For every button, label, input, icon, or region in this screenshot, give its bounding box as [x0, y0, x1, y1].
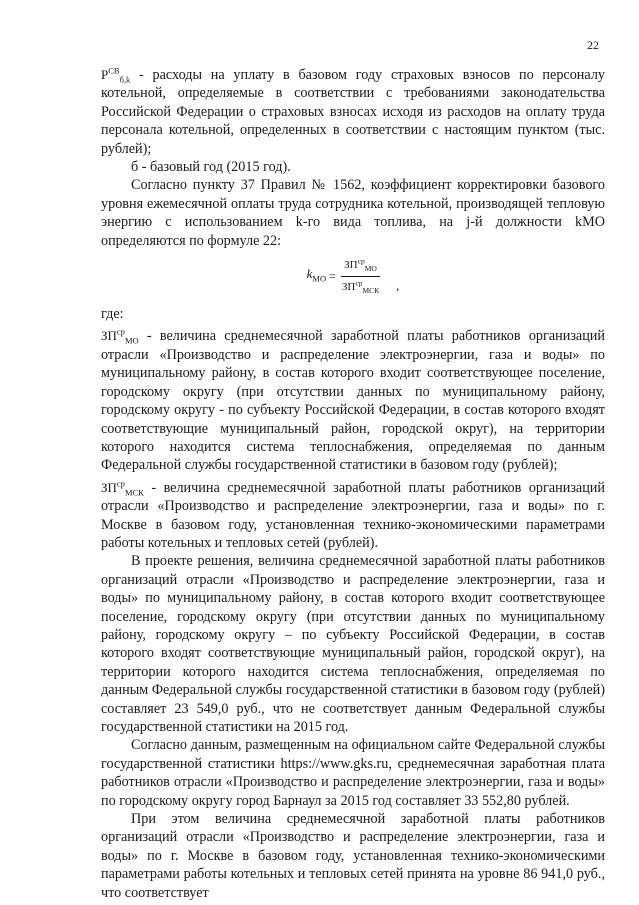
symbol-p-sv: $P^{СВ}_{б,k}$: [101, 65, 131, 85]
definition-zp-mo: $ЗП^{ср}_{МО}$ - величина среднемесячной заработной платы работников организаций отрасли «Производство и распределение электроэнергии, газа и воды» по муниципальному району, в состав которого входит соответствующее поселение, городскому округу (при отсутствии данных по муниципальному району, городскому округу - по субъекту Российской Федерации, в состав которого входят соответствующие муниципальный район, городской округ), на территории которого находится система теплоснабжения, определяемая по данным Федеральной службы государственной статистики в базовом году (рублей);: [101, 327, 605, 474]
paragraph-rule-37: Согласно пункту 37 Правил № 1562, коэффициент корректировки базового уровня ежемесячной оплаты труда сотрудника котельной, производящей тепловую энергию с использованием k-го вида топлива, на j-й должности kМО определяются по формуле 22:: [101, 177, 605, 249]
paragraph-base-year: б - базовый год (2015 год).: [131, 159, 291, 176]
formula-comma: ,: [396, 277, 400, 293]
page-number: 22: [587, 38, 599, 52]
formula-denominator: $ЗП^{ср}_{МСК}$: [341, 277, 380, 295]
formula-22: [101, 253, 605, 299]
formula-numerator: $ЗП^{ср}_{МО}$: [341, 256, 380, 276]
formula-lhs: $k_{МО}$: [306, 265, 327, 284]
definition-zp-msk: $ЗП^{ср}_{МСК}$ - величина среднемесячной заработной платы работников организаций отрасли «Производство и распределение электроэнергии, газа и воды» по г. Москве в базовом году, установленная технико-экономическими параметрами работы котельных и тепловых сетей (рублей).: [101, 478, 605, 551]
page-body: [101, 66, 605, 902]
paragraph-where: где:: [101, 306, 124, 323]
formula-fraction: [339, 256, 382, 296]
paragraph-moscow-salary: При этом величина среднемесячной заработной платы работников организаций отрасли «Производство и распределение электроэнергии, газа и воды» по г. Москве в базовом году, установленная технико-экономическими параметрами работы котельных и тепловых сетей принята на уровне 86 941,0 руб., что соответствует: [101, 811, 605, 901]
symbol-zp-mo: $ЗП^{ср}_{МО}$: [101, 327, 139, 347]
symbol-zp-msk: $ЗП^{ср}_{МСК}$: [101, 478, 144, 498]
paragraph-draft-decision: В проекте решения, величина среднемесячной заработной платы работников организаций отрасли «Производство и распределение электроэнергии, газа и воды» по муниципальному району, в состав которого входит соответствующее поселение, городскому округу (при отсутствии данных по муниципальному району, городскому округу – по субъекту Российской Федерации, в состав которого входят соответствующие муниципальный район, городской округ), на территории которого находится система теплоснабжения, определяемая по данным Федеральной службы государственной статистики в базовом году (рублей) составляет 23 549,0 руб., что не соответствует данным Федеральной службы государственной статистики на 2015 год.: [101, 553, 605, 735]
paragraph-insurance-costs: $P^{СВ}_{б,k}$ - расходы на уплату в базовом году страховых взносов по персоналу котельной, определяемые в соответствии с требованиями законодательства Российской Федерации о страховых взносах исходя из расходов на оплату труда персонала котельной, определенных в соответствии с настоящим пунктом (тыс. рублей);: [101, 65, 605, 157]
formula-equals: =: [329, 268, 336, 283]
paragraph-gks-data: Согласно данным, размещенным на официальном сайте Федеральной службы государственной статистики https://www.gks.ru, среднемесячная заработная плата работников отрасли «Производство и распределение электроэнергии, газа и воды» по городскому округу город Барнаул за 2015 год составляет 33 552,80 рублей.: [101, 737, 605, 809]
